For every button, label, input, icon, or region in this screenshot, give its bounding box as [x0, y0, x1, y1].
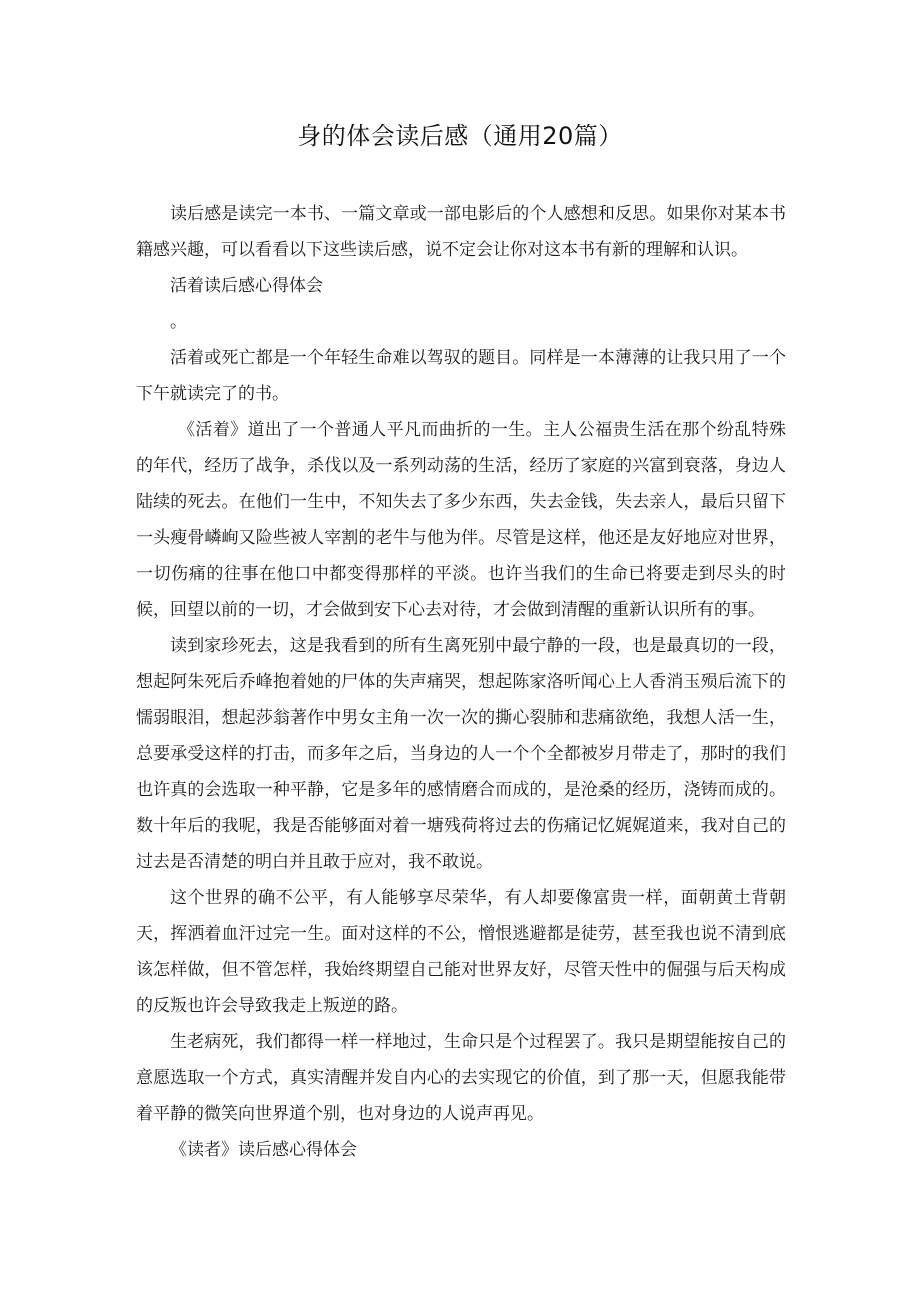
page-title: 身的体会读后感（通用20篇） [297, 122, 623, 150]
intro-paragraph: 读后感是读完一本书、一篇文章或一部电影后的个人感想和反思。如果你对某本书籍感兴趣，可以看看以下这些读后感，说不定会让你对这本书有新的理解和认识。 [136, 204, 786, 260]
section-heading: 活着读后感心得体会 [170, 276, 323, 296]
body-paragraph: 《活着》道出了一个普通人平凡而曲折的一生。主人公福贵生活在那个纷乱特殊的年代，经历了战争，杀伐以及一系列动荡的生活，经历了家庭的兴富到衰落，身边人陆续的死去。在他们一生中，不知失去了多少东西，失去金钱，失去亲人，最后只留下一头瘦骨嶙峋又险些被人宰割的老牛与他为伴。尽管是这样，他还是友好地应对世界，一切伤痛的往事在他口中都变得那样的平淡。也许当我们的生命已将要走到尽头的时候，回望以前的一切，才会做到安下心去对待，才会做到清醒的重新认识所有的事。 [136, 420, 786, 620]
body-paragraph: 活着或死亡都是一个年轻生命难以驾驭的题目。同样是一本薄薄的让我只用了一个下午就读完了的书。 [136, 348, 786, 404]
document-body [136, 196, 786, 1168]
body-paragraph: 生老病死，我们都得一样一样地过，生命只是个过程罢了。我只是期望能按自己的意愿选取一个方式，真实清醒并发自内心的去实现它的价值，到了那一天，但愿我能带着平静的微笑向世界道个别，也对身边的人说声再见。 [136, 1032, 786, 1124]
section-heading: 《读者》读后感心得体会 [170, 1140, 357, 1160]
body-paragraph: 读到家珍死去，这是我看到的所有生离死别中最宁静的一段，也是最真切的一段，想起阿朱死后乔峰抱着她的尸体的失声痛哭，想起陈家洛听闻心上人香消玉殒后流下的懦弱眼泪，想起莎翁著作中男女主角一次一次的撕心裂肺和悲痛欲绝，我想人活一生，总要承受这样的打击，而多年之后，当身边的人一个个全都被岁月带走了，那时的我们也许真的会选取一种平静，它是多年的感情磨合而成的，是沧桑的经历，浇铸而成的。数十年后的我呢，我是否能够面对着一塘残荷将过去的伤痛记忆娓娓道来，我对自己的过去是否清楚的明白并且敢于应对，我不敢说。 [136, 636, 786, 872]
standalone-period: 。 [170, 312, 187, 332]
body-paragraph: 这个世界的确不公平，有人能够享尽荣华，有人却要像富贵一样，面朝黄土背朝天，挥洒着血汗过完一生。面对这样的不公，憎恨逃避都是徒劳，甚至我也说不清到底该怎样做，但不管怎样，我始终期望自己能对世界友好，尽管天性中的倔强与后天构成的反叛也许会导致我走上叛逆的路。 [136, 888, 786, 1016]
